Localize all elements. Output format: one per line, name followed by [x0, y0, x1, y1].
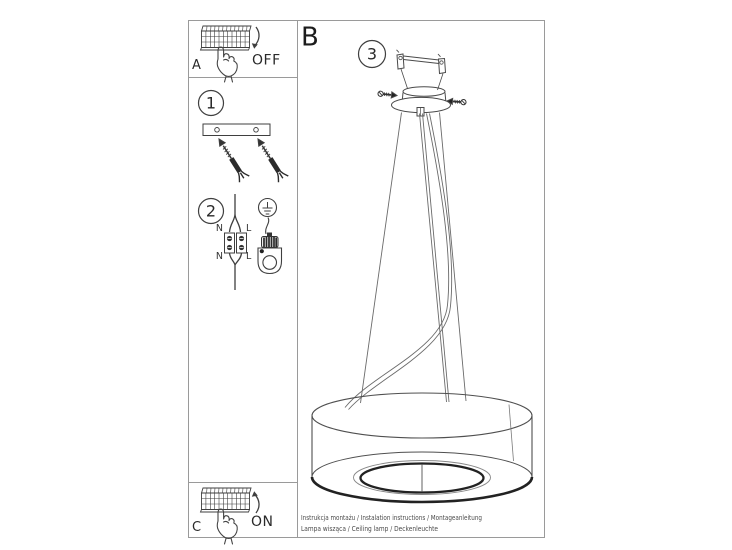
outer-border	[189, 21, 545, 538]
wire-label-n-bottom: N	[215, 251, 223, 262]
step-3-number: 3	[366, 44, 378, 64]
panel-c-label: C	[192, 520, 202, 535]
screw-anchor-icon	[253, 136, 288, 182]
lamp-cable	[230, 253, 242, 290]
shade-top-rim	[312, 393, 532, 438]
switch-off-label: OFF	[252, 52, 281, 69]
sheet-frame	[189, 21, 545, 538]
wall-switch-icon	[201, 488, 252, 512]
panel-switch-on	[192, 488, 274, 544]
wire-label-l-bottom: L	[246, 251, 252, 262]
panel-a-label: A	[192, 58, 201, 73]
supply-cable	[230, 194, 241, 232]
step-1-number: 1	[205, 93, 217, 113]
terminal-block	[225, 233, 247, 253]
wire-label-l-top: L	[246, 223, 252, 234]
wire-label-n-top: N	[215, 223, 223, 234]
panel-switch-off	[192, 26, 281, 82]
bracket-bar	[404, 56, 440, 64]
mounting-bracket	[203, 124, 270, 136]
ground-terminal	[258, 233, 282, 274]
canopy-assembly	[378, 50, 467, 116]
ring-lamp-shade	[312, 393, 532, 502]
footer-captions	[301, 513, 482, 533]
canopy-cylinder-top	[403, 87, 445, 97]
pressing-hand-icon	[217, 47, 237, 82]
step-2-number: 2	[205, 201, 217, 221]
wire-center-b	[423, 114, 450, 403]
wire-left	[361, 113, 402, 404]
mounting-screw-icon	[378, 91, 398, 99]
screw-anchor-icon	[214, 136, 249, 182]
curved-arrow-down-icon	[252, 27, 259, 49]
wall-switch-icon	[201, 26, 252, 50]
pressing-hand-icon	[217, 509, 237, 544]
section-b	[301, 23, 532, 503]
ground-lead	[266, 218, 269, 235]
bracket-hole-right	[254, 128, 259, 133]
section-b-label: B	[301, 22, 319, 53]
footer-line-2: Lampa wisząca / Ceiling lamp / Deckenleuchte	[301, 524, 439, 533]
wire-center-a	[420, 114, 447, 403]
step-1-mounting	[199, 91, 289, 183]
step-2-wiring	[199, 194, 282, 290]
curved-arrow-up-icon	[252, 491, 259, 513]
wall-seam	[509, 405, 514, 462]
earth-ground-icon	[259, 199, 277, 217]
switch-on-label: ON	[251, 514, 274, 530]
bracket-hole-left	[215, 128, 220, 133]
footer-line-1: Instrukcja montażu / Instalation instructions / Montageanleitung	[301, 513, 482, 522]
suspension-wires	[345, 113, 466, 410]
wire-right	[440, 113, 467, 402]
